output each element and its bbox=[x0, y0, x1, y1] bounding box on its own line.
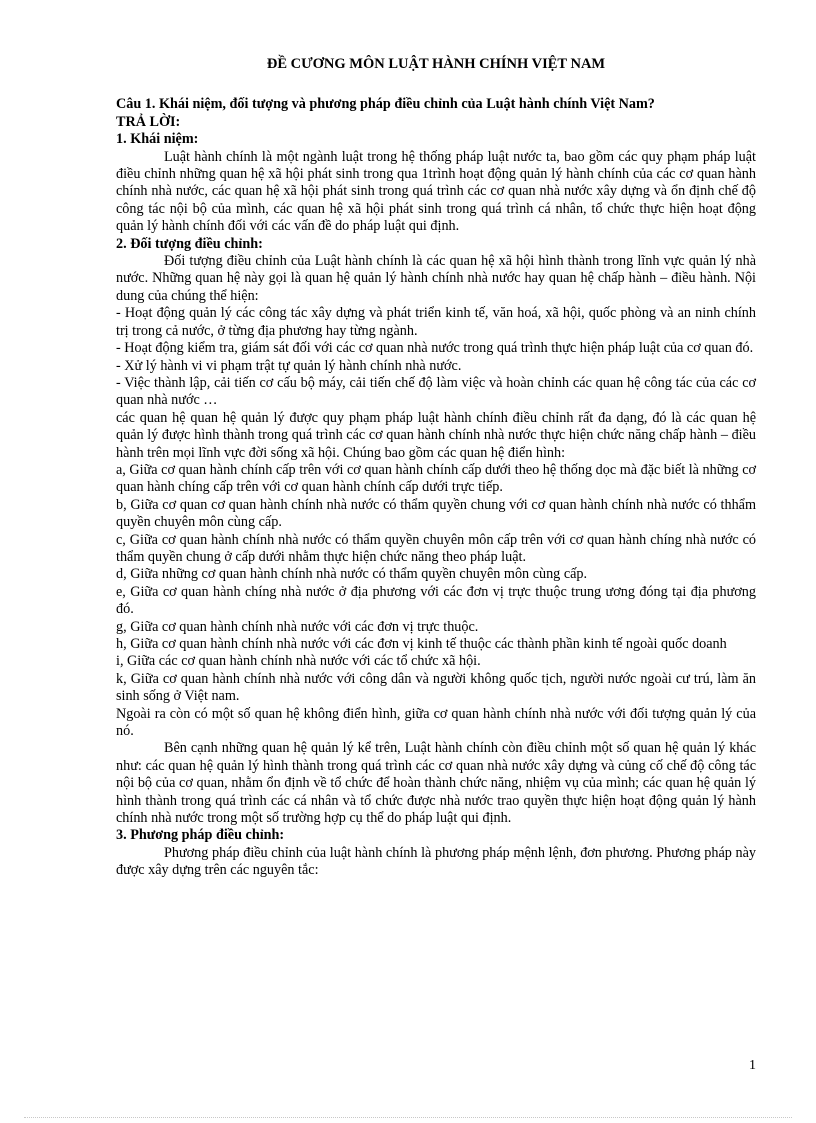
relation-item-d: d, Giữa những cơ quan hành chính nhà nước có thẩm quyền chuyên môn cùng cấp. bbox=[116, 566, 588, 583]
section-2-heading: 2. Đối tượng điều chỉnh: bbox=[116, 235, 263, 252]
bullet-item: - Xử lý hành vi vi phạm trật tự quản lý hành chính nhà nước. bbox=[116, 357, 462, 374]
question-heading: Câu 1. Khái niệm, đối tượng và phương pháp điều chỉnh của Luật hành chính Việt Nam? bbox=[116, 96, 655, 113]
page-bottom-divider bbox=[24, 1117, 792, 1118]
section-2-atypical-paragraph: Ngoài ra còn có một số quan hệ không điển hình, giữa cơ quan hành chính nhà nước với đối tượng quản lý của nó. bbox=[116, 705, 756, 740]
section-2-other-relations-paragraph: Bên cạnh những quan hệ quản lý kể trên, Luật hành chính còn điều chỉnh một số quan hệ quản lý khác như: các quan hệ quản lý hình thành trong quá trình các cơ quan nhà nước xây dựng và củng cố chế độ công tác nội bộ của cơ quan, nhằm ổn định về tổ chức để hoàn thành chức năng, nhiệm vụ của mình; các quan hệ quản lý hình thành trong quá trình các cá nhân và tổ chức được nhà nước trao quyền thực hiện hoạt động quản lý hành chính nhà nước trong một số trường hợp cụ thể do pháp luật qui định. bbox=[116, 740, 756, 827]
relation-item-k: k, Giữa cơ quan hành chính nhà nước với công dân và người không quốc tịch, người nước ngoài cư trú, làm ăn sinh sống ở Việt nam. bbox=[116, 670, 756, 705]
document-body bbox=[116, 56, 756, 880]
section-3-heading: 3. Phương pháp điều chỉnh: bbox=[116, 827, 285, 844]
relation-item-h: h, Giữa cơ quan hành chính nhà nước với các đơn vị kinh tế thuộc các thành phần kinh tế ngoài quốc doanh bbox=[116, 636, 727, 652]
relation-item-i: i, Giữa các cơ quan hành chính nhà nước với các tổ chức xã hội. bbox=[116, 653, 481, 670]
section-2-relations-paragraph: các quan hệ quan hệ quản lý được quy phạm pháp luật hành chính điều chỉnh rất đa dạng, đó là các quan hệ quản lý được hình thành trong quá trình các cơ quan hành chính nhà nước thực hiện chức năng chấp hành – điều hành trên mọi lĩnh vực đời sống xã hội. Chúng bao gồm các quan hệ điển hình: bbox=[116, 409, 756, 461]
relation-item-a: a, Giữa cơ quan hành chính cấp trên với cơ quan hành chính cấp dưới theo hệ thống dọc mà đặc biết là những cơ quan hành chíng cấp trên với cơ quan hành chính cấp dưới trực tiếp. bbox=[116, 461, 756, 496]
section-1-heading: 1. Khái niệm: bbox=[116, 131, 199, 148]
section-2-intro-paragraph: Đối tượng điều chỉnh của Luật hành chính là các quan hệ xã hội hình thành trong lĩnh vực quản lý nhà nước. Những quan hệ này gọi là quan hệ quản lý hành chính nhà nước hay quan hệ chấp hành – điều hành. Nội dung của chúng thể hiện: bbox=[116, 253, 756, 304]
answer-label: TRẢ LỜI: bbox=[116, 113, 181, 130]
section-3-paragraph: Phương pháp điều chỉnh của luật hành chính là phương pháp mệnh lệnh, đơn phương. Phương pháp này được xây dựng trên các nguyên tắc: bbox=[116, 844, 756, 879]
relation-item-g: g, Giữa cơ quan hành chính nhà nước với các đơn vị trực thuộc. bbox=[116, 618, 479, 635]
relation-item-c: c, Giữa cơ quan hành chính nhà nước có thẩm quyền chuyên môn cấp trên với cơ quan hành chíng nhà nước có thẩm quyền chung ở cấp dưới nhằm thực hiện chức năng theo pháp luật. bbox=[116, 531, 756, 565]
bullet-item: - Việc thành lập, cải tiến cơ cấu bộ máy, cải tiến chế độ làm việc và hoàn chỉnh các quan hệ công tác của các cơ quan nhà nước … bbox=[116, 374, 756, 409]
bullet-item: - Hoạt động kiểm tra, giám sát đối với các cơ quan nhà nước trong quá trình thực hiện pháp luật của cơ quan đó. bbox=[116, 340, 754, 357]
page-number: 1 bbox=[749, 1058, 756, 1073]
document-title: ĐỀ CƯƠNG MÔN LUẬT HÀNH CHÍNH VIỆT NAM bbox=[266, 56, 606, 72]
bullet-item: - Hoạt động quản lý các công tác xây dựng và phát triển kinh tế, văn hoá, xã hội, quốc phòng và an ninh chính trị trong cả nước, ở từng địa phương hay từng ngành. bbox=[116, 305, 756, 339]
relation-item-b: b, Giữa cơ quan cơ quan hành chính nhà nước có thẩm quyền chung với cơ quan hành chính nhà nước có thhẩm quyền chuyên môn cùng cấp. bbox=[116, 496, 756, 531]
section-1-paragraph: Luật hành chính là một ngành luật trong hệ thống pháp luật nước ta, bao gồm các quy phạm pháp luật điều chỉnh những quan hệ xã hội phát sinh trong qua 1trình hoạt động quản lý hành chính của các cơ quan hành chính nhà nước, các quan hệ xã hội phát sinh trong quá trình các cơ quan nhà nước xây dựng và ổn định chế độ công tác nội bộ của mình, các quan hệ xã hội phát sinh trong quá trình cá nhân, tổ chức thực hiện hoạt động quản lý hành chính đối với các vấn đề do pháp luật qui định. bbox=[116, 148, 756, 235]
relation-item-e: e, Giữa cơ quan hành chíng nhà nước ở địa phương với các đơn vị trực thuộc trung ương đóng tại địa phương đó. bbox=[116, 583, 756, 618]
